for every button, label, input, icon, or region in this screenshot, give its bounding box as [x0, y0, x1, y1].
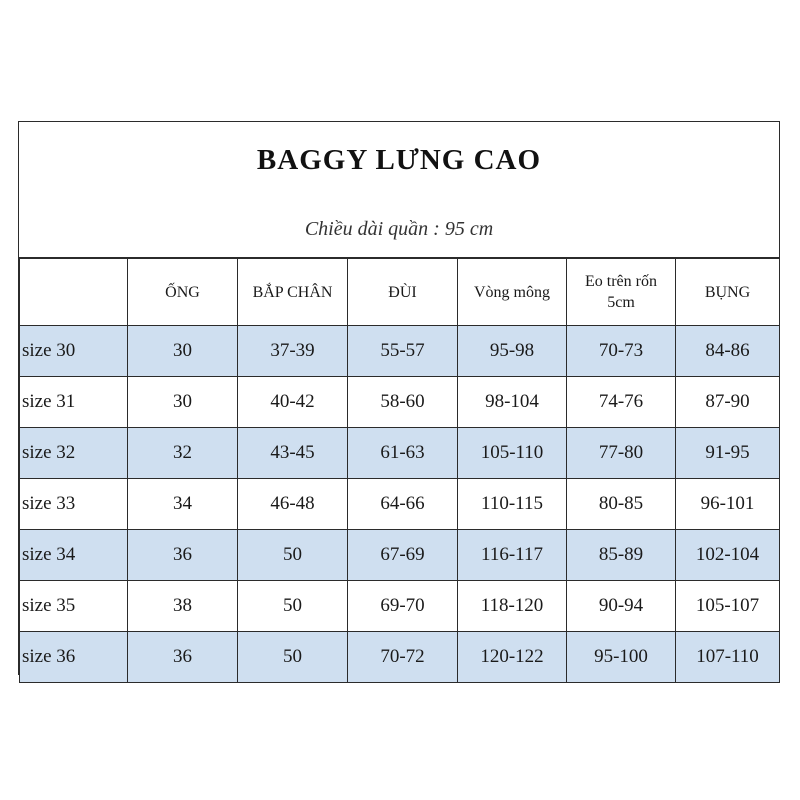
measurement-cell: 118-120	[458, 581, 567, 632]
measurement-cell: 91-95	[676, 428, 780, 479]
measurement-cell: 36	[128, 530, 238, 581]
size-label-cell: size 30	[20, 326, 128, 377]
measurement-cell: 80-85	[567, 479, 676, 530]
header-cell-eo: Eo trên rốn 5cm	[567, 259, 676, 326]
measurement-cell: 70-73	[567, 326, 676, 377]
size-table	[19, 258, 780, 683]
measurement-cell: 116-117	[458, 530, 567, 581]
measurement-cell: 30	[128, 326, 238, 377]
measurement-cell: 50	[238, 632, 348, 683]
measurement-cell: 74-76	[567, 377, 676, 428]
table-body	[20, 326, 780, 683]
measurement-cell: 61-63	[348, 428, 458, 479]
measurement-cell: 95-100	[567, 632, 676, 683]
header-cell-bung: BỤNG	[676, 259, 780, 326]
pants-length-note: Chiều dài quần : 95 cm	[304, 218, 494, 240]
table-row	[20, 581, 780, 632]
measurement-cell: 37-39	[238, 326, 348, 377]
measurement-cell: 69-70	[348, 581, 458, 632]
measurement-cell: 34	[128, 479, 238, 530]
header-cell-bap-chan: BẮP CHÂN	[238, 259, 348, 326]
measurement-cell: 85-89	[567, 530, 676, 581]
measurement-cell: 90-94	[567, 581, 676, 632]
header-cell-dui: ĐÙI	[348, 259, 458, 326]
measurement-cell: 120-122	[458, 632, 567, 683]
size-label-cell: size 33	[20, 479, 128, 530]
measurement-cell: 98-104	[458, 377, 567, 428]
measurement-cell: 102-104	[676, 530, 780, 581]
measurement-cell: 30	[128, 377, 238, 428]
measurement-cell: 77-80	[567, 428, 676, 479]
measurement-cell: 50	[238, 530, 348, 581]
measurement-cell: 110-115	[458, 479, 567, 530]
size-label-cell: size 35	[20, 581, 128, 632]
measurement-cell: 107-110	[676, 632, 780, 683]
size-label-cell: size 34	[20, 530, 128, 581]
measurement-cell: 55-57	[348, 326, 458, 377]
size-chart	[18, 121, 780, 675]
header-cell-size	[20, 259, 128, 326]
measurement-cell: 46-48	[238, 479, 348, 530]
table-row	[20, 632, 780, 683]
size-label-cell: size 32	[20, 428, 128, 479]
measurement-cell: 105-110	[458, 428, 567, 479]
measurement-cell: 84-86	[676, 326, 780, 377]
measurement-cell: 38	[128, 581, 238, 632]
measurement-cell: 96-101	[676, 479, 780, 530]
measurement-cell: 40-42	[238, 377, 348, 428]
table-row	[20, 428, 780, 479]
size-label-cell: size 36	[20, 632, 128, 683]
measurement-cell: 32	[128, 428, 238, 479]
chart-header	[19, 122, 779, 258]
measurement-cell: 67-69	[348, 530, 458, 581]
size-label-cell: size 31	[20, 377, 128, 428]
chart-title: BAGGY LƯNG CAO	[256, 144, 542, 176]
table-row	[20, 377, 780, 428]
measurement-cell: 87-90	[676, 377, 780, 428]
measurement-cell: 50	[238, 581, 348, 632]
table-row	[20, 326, 780, 377]
measurement-cell: 64-66	[348, 479, 458, 530]
measurement-cell: 43-45	[238, 428, 348, 479]
header-cell-vong-mong: Vòng mông	[458, 259, 567, 326]
measurement-cell: 105-107	[676, 581, 780, 632]
table-row	[20, 530, 780, 581]
measurement-cell: 70-72	[348, 632, 458, 683]
measurement-cell: 58-60	[348, 377, 458, 428]
measurement-cell: 95-98	[458, 326, 567, 377]
table-row	[20, 479, 780, 530]
measurement-cell: 36	[128, 632, 238, 683]
header-cell-ong: ỐNG	[128, 259, 238, 326]
table-header-row	[20, 259, 780, 326]
